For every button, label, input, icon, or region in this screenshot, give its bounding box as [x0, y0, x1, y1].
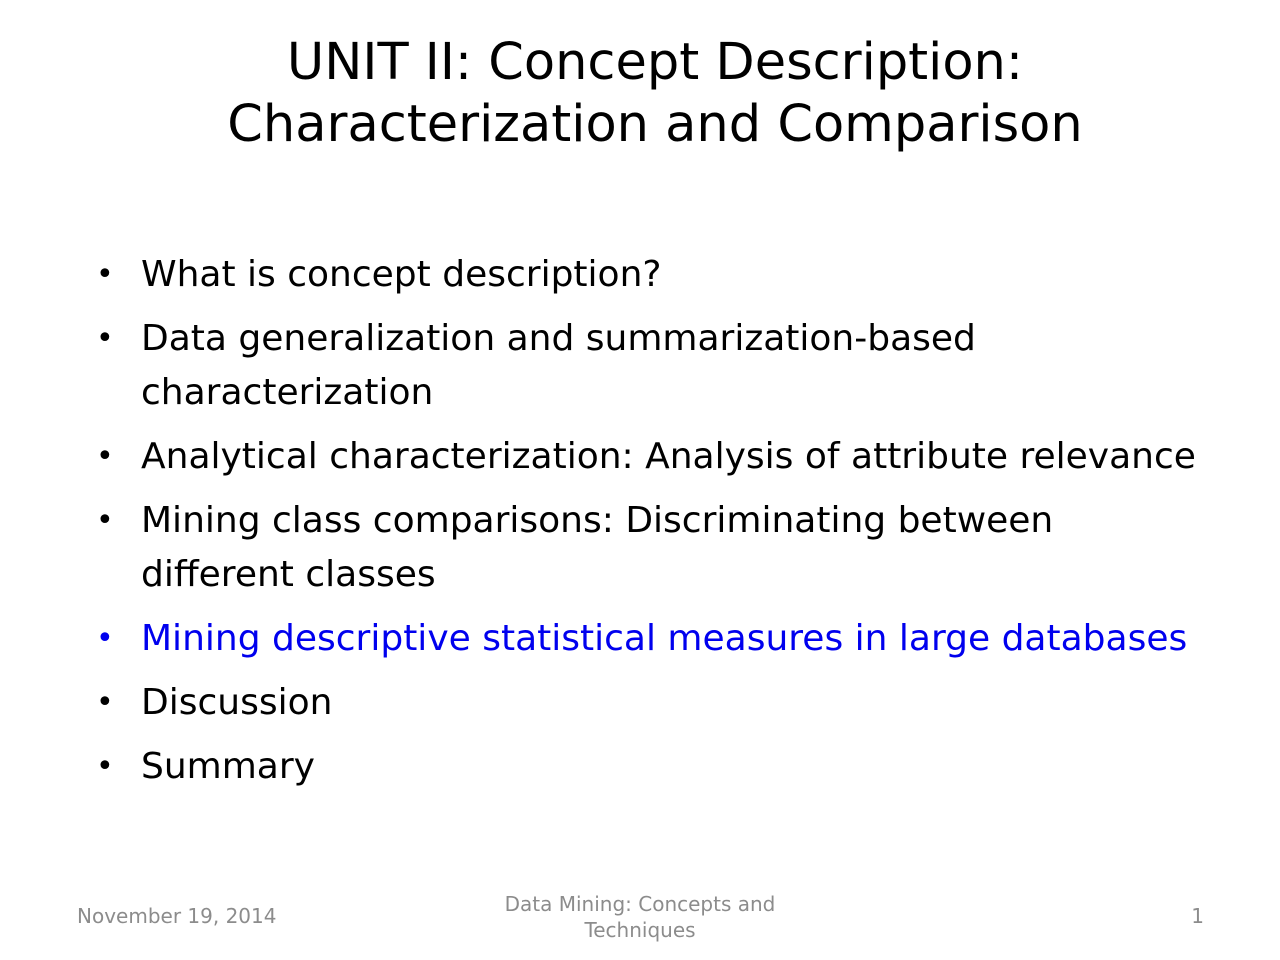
bullet-icon: •	[96, 439, 114, 474]
bullet-item-discussion	[96, 676, 1276, 730]
bullet-item-concept-description	[96, 248, 1276, 302]
bullet-text: Analytical characterization: Analysis of attribute relevance	[141, 436, 1196, 477]
bullet-text: Data generalization and summarization-based characterization	[141, 318, 976, 413]
bullet-icon: •	[96, 503, 114, 538]
footer-course-title	[480, 891, 800, 943]
bullet-text: What is concept description?	[141, 254, 662, 295]
bullet-text: Discussion	[141, 682, 333, 723]
footer-course-title-line-1: Data Mining: Concepts and	[504, 892, 776, 916]
bullet-text: Mining descriptive statistical measures in large databases	[141, 618, 1188, 659]
bullet-list	[96, 248, 1276, 804]
bullet-text: Mining class comparisons: Discriminating between different classes	[141, 500, 1054, 595]
footer-date: November 19, 2014	[77, 904, 277, 928]
bullet-item-class-comparisons	[96, 494, 1141, 602]
bullet-text: Summary	[141, 746, 315, 787]
footer-course-title-line-2: Techniques	[584, 918, 696, 942]
bullet-icon: •	[96, 749, 114, 784]
slide-title	[0, 32, 1280, 156]
bullet-item-summary	[96, 740, 1276, 794]
slide-title-line-2: Characterization and Comparison	[227, 95, 1083, 154]
bullet-item-descriptive-statistics	[96, 612, 1276, 666]
bullet-item-data-generalization	[96, 312, 1041, 420]
bullet-icon: •	[96, 257, 114, 292]
bullet-icon: •	[96, 321, 114, 356]
bullet-icon: •	[96, 685, 114, 720]
slide-title-line-1: UNIT II: Concept Description:	[286, 33, 1024, 92]
bullet-item-analytical-characterization	[96, 430, 1276, 484]
bullet-icon: •	[96, 621, 114, 656]
page-number: 1	[1191, 904, 1204, 928]
